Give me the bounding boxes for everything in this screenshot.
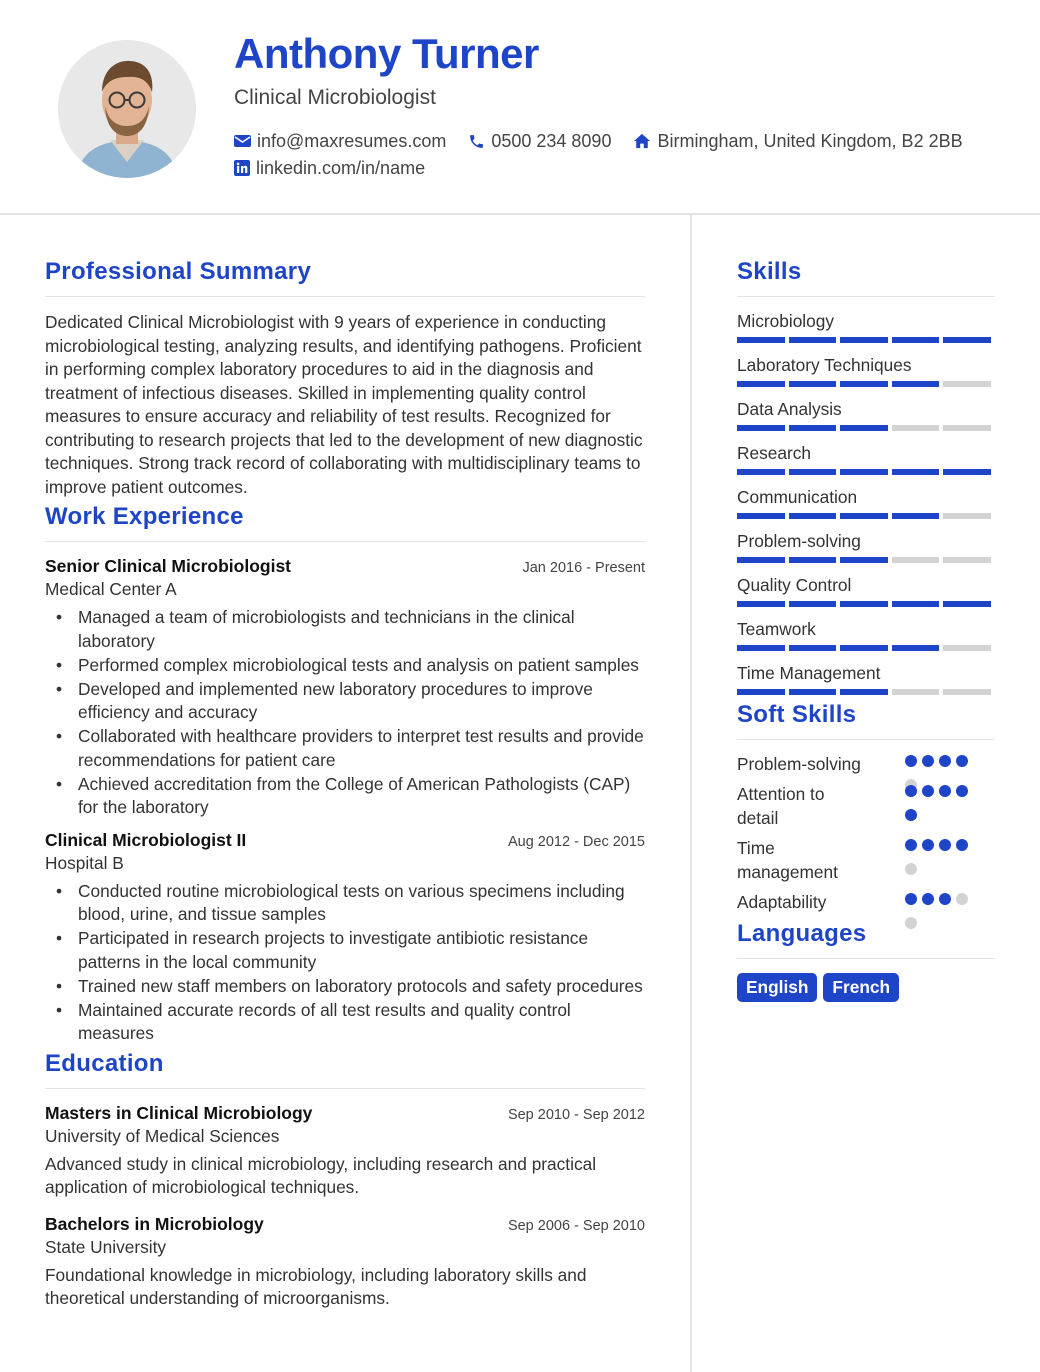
skill-item [737, 663, 995, 695]
address-text: Birmingham, United Kingdom, B2 2BB [657, 130, 963, 151]
soft-skill-name: Attention to detail [737, 784, 825, 828]
skills-heading: Skills [737, 258, 995, 297]
list-item: • Achieved accreditation from the College of American Pathologists (CAP) for the laboratory [78, 773, 645, 820]
skill-level-segment [789, 513, 837, 519]
soft-skill-item [737, 752, 995, 776]
skill-level-segment [943, 381, 991, 387]
soft-skills-heading: Soft Skills [737, 701, 995, 740]
job-entry [45, 556, 645, 820]
job-company: Hospital B [45, 852, 124, 873]
skill-level-segment [737, 557, 785, 563]
skill-level-segment [789, 381, 837, 387]
candidate-name: Anthony Turner [234, 30, 539, 77]
education-date: Sep 2006 - Sep 2010 [507, 1217, 645, 1234]
skill-level-bar [737, 513, 995, 519]
person-photo-icon [58, 40, 196, 178]
skill-level-segment [943, 425, 991, 431]
email-contact[interactable] [234, 131, 446, 152]
job-company: Medical Center A [45, 579, 177, 599]
skill-level-segment [892, 381, 940, 387]
education-heading: Education [45, 1050, 645, 1089]
degree-title: Masters in Clinical Microbiology [45, 1102, 313, 1123]
rating-dot [905, 917, 917, 929]
job-date: Aug 2012 - Dec 2015 [507, 833, 645, 850]
skill-level-segment [943, 645, 991, 651]
rating-dot [905, 785, 917, 797]
skill-item [737, 311, 995, 343]
skill-level-segment [892, 337, 940, 343]
skill-level-segment [943, 469, 991, 475]
education-date: Sep 2010 - Sep 2012 [507, 1106, 645, 1123]
list-item: • Collaborated with healthcare providers to interpret test results and provide recommendations for patient care [78, 725, 645, 772]
education-entry [45, 1103, 645, 1200]
skill-name: Problem-solving [737, 531, 861, 551]
list-item: • Participated in research projects to investigate antibiotic resistance patterns in the local community [78, 927, 645, 974]
skill-level-segment [840, 337, 888, 343]
skill-level-bar [737, 557, 995, 563]
rating-dot [939, 893, 951, 905]
sidebar-column [737, 258, 995, 1002]
rating-dot [922, 785, 934, 797]
soft-skill-item [737, 782, 995, 830]
job-bullets [45, 880, 645, 1046]
linkedin-text: linkedin.com/in/name [256, 157, 426, 178]
skill-name: Communication [737, 487, 858, 507]
soft-skill-name: Problem-solving [737, 754, 861, 774]
skill-level-segment [943, 337, 991, 343]
skill-level-segment [840, 645, 888, 651]
list-item: • Managed a team of microbiologists and technicians in the clinical laboratory [78, 606, 645, 653]
skill-level-segment [789, 425, 837, 431]
skill-level-bar [737, 689, 995, 695]
experience-heading: Work Experience [45, 503, 645, 542]
job-entry [45, 830, 645, 1046]
summary-text: Dedicated Clinical Microbiologist with 9 years of experience in conducting microbiological testing, analyzing results, and identifying pathogens. Proficient in performing complex laboratory procedures to aid in the diagnosis and treatment of infectious diseases. Skilled in implementing quality control measures to ensure accuracy and reliability of test results. Recognized for contributing to research projects that led to the development of new diagnostic techniques. Strong track record of collaborating with multidisciplinary teams to improve patient outcomes. [45, 312, 643, 497]
soft-skill-name: Adaptability [737, 892, 827, 912]
list-item: • Trained new staff members on laboratory protocols and safety procedures [78, 975, 645, 999]
skill-level-segment [737, 337, 785, 343]
skill-level-segment [943, 557, 991, 563]
main-column [45, 258, 645, 1315]
skill-level-segment [840, 557, 888, 563]
skill-level-segment [737, 513, 785, 519]
skill-name: Laboratory Techniques [737, 355, 912, 375]
rating-dot [905, 755, 917, 767]
skill-name: Time Management [737, 663, 881, 683]
skill-level-segment [892, 601, 940, 607]
resume-header [0, 0, 1040, 215]
rating-dot [956, 755, 968, 767]
rating-dot [939, 755, 951, 767]
degree-title: Bachelors in Microbiology [45, 1213, 264, 1234]
skill-name: Quality Control [737, 575, 852, 595]
rating-dot [905, 809, 917, 821]
skill-level-bar [737, 601, 995, 607]
skill-item [737, 443, 995, 475]
list-item: • Conducted routine microbiological tests on various specimens including blood, urine, and tissue samples [78, 880, 645, 927]
soft-skill-rating [905, 785, 977, 833]
skill-level-segment [840, 469, 888, 475]
skill-item [737, 355, 995, 387]
soft-skill-item [737, 836, 995, 884]
avatar [58, 40, 196, 178]
skill-level-segment [737, 689, 785, 695]
candidate-title: Clinical Microbiologist [234, 86, 436, 109]
skill-level-segment [737, 601, 785, 607]
skills-list [737, 311, 995, 695]
skill-level-segment [737, 381, 785, 387]
skill-item [737, 575, 995, 607]
skill-level-segment [737, 645, 785, 651]
skill-name: Microbiology [737, 311, 835, 331]
skill-level-segment [892, 645, 940, 651]
list-item: • Performed complex microbiological tests and analysis on patient samples [78, 654, 645, 678]
skill-level-segment [943, 601, 991, 607]
skill-level-segment [892, 689, 940, 695]
skill-name: Teamwork [737, 619, 816, 639]
language-tag: French [823, 973, 899, 1002]
education-description: Foundational knowledge in microbiology, including laboratory skills and theoretical understanding of microorganisms. [45, 1264, 587, 1308]
skill-level-segment [789, 469, 837, 475]
language-tags [737, 973, 995, 1002]
job-title: Senior Clinical Microbiologist [45, 556, 291, 576]
linkedin-icon [234, 160, 250, 176]
rating-dot [922, 755, 934, 767]
skill-level-bar [737, 381, 995, 387]
skill-level-segment [789, 689, 837, 695]
rating-dot [922, 893, 934, 905]
skill-item [737, 487, 995, 519]
skill-item [737, 619, 995, 651]
soft-skill-rating [905, 893, 977, 941]
rating-dot [939, 785, 951, 797]
school-name: University of Medical Sciences [45, 1125, 280, 1146]
rating-dot [956, 839, 968, 851]
address-contact [633, 131, 962, 152]
rating-dot [905, 863, 917, 875]
column-divider [690, 215, 692, 1372]
skill-level-segment [789, 645, 837, 651]
soft-skill-rating [905, 839, 977, 887]
rating-dot [956, 893, 968, 905]
summary-heading: Professional Summary [45, 258, 645, 297]
rating-dot [939, 839, 951, 851]
phone-contact[interactable] [468, 131, 611, 152]
contact-info [234, 130, 985, 184]
languages-heading: Languages [737, 920, 995, 959]
skill-level-segment [737, 425, 785, 431]
skill-level-bar [737, 337, 995, 343]
email-text: info@maxresumes.com [257, 130, 447, 151]
skill-name: Research [737, 443, 811, 463]
skill-level-segment [892, 557, 940, 563]
skill-level-segment [789, 601, 837, 607]
skill-level-segment [943, 513, 991, 519]
job-title: Clinical Microbiologist II [45, 829, 247, 850]
job-date: Jan 2016 - Present [522, 560, 645, 576]
skill-level-bar [737, 469, 995, 475]
skill-level-segment [840, 513, 888, 519]
list-item: • Maintained accurate records of all test results and quality control measures [78, 999, 645, 1046]
phone-text: 0500 234 8090 [491, 130, 612, 151]
rating-dot [905, 839, 917, 851]
school-name: State University [45, 1236, 167, 1257]
skill-item [737, 531, 995, 563]
soft-skills-list [737, 752, 995, 914]
skill-level-segment [840, 381, 888, 387]
skill-level-segment [892, 469, 940, 475]
soft-skill-item [737, 890, 995, 914]
skill-level-segment [789, 337, 837, 343]
skill-level-bar [737, 645, 995, 651]
phone-icon [468, 133, 485, 150]
skill-level-segment [892, 425, 940, 431]
rating-dot [956, 785, 968, 797]
skill-item [737, 399, 995, 431]
skill-level-segment [840, 601, 888, 607]
rating-dot [905, 893, 917, 905]
skill-name: Data Analysis [737, 399, 842, 419]
list-item: • Developed and implemented new laboratory procedures to improve efficiency and accuracy [78, 678, 645, 725]
rating-dot [922, 839, 934, 851]
soft-skill-name: Time management [737, 838, 838, 882]
job-bullets [45, 606, 645, 820]
language-tag: English [737, 973, 817, 1002]
skill-level-bar [737, 425, 995, 431]
skill-level-segment [840, 425, 888, 431]
envelope-icon [234, 134, 251, 148]
education-entry [45, 1214, 645, 1311]
linkedin-contact[interactable] [234, 158, 425, 179]
education-description: Advanced study in clinical microbiology, including research and practical application of microbiological techniques. [45, 1153, 597, 1197]
skill-level-segment [943, 689, 991, 695]
skill-level-segment [892, 513, 940, 519]
home-icon [633, 133, 651, 149]
skill-level-segment [789, 557, 837, 563]
skill-level-segment [737, 469, 785, 475]
skill-level-segment [840, 689, 888, 695]
